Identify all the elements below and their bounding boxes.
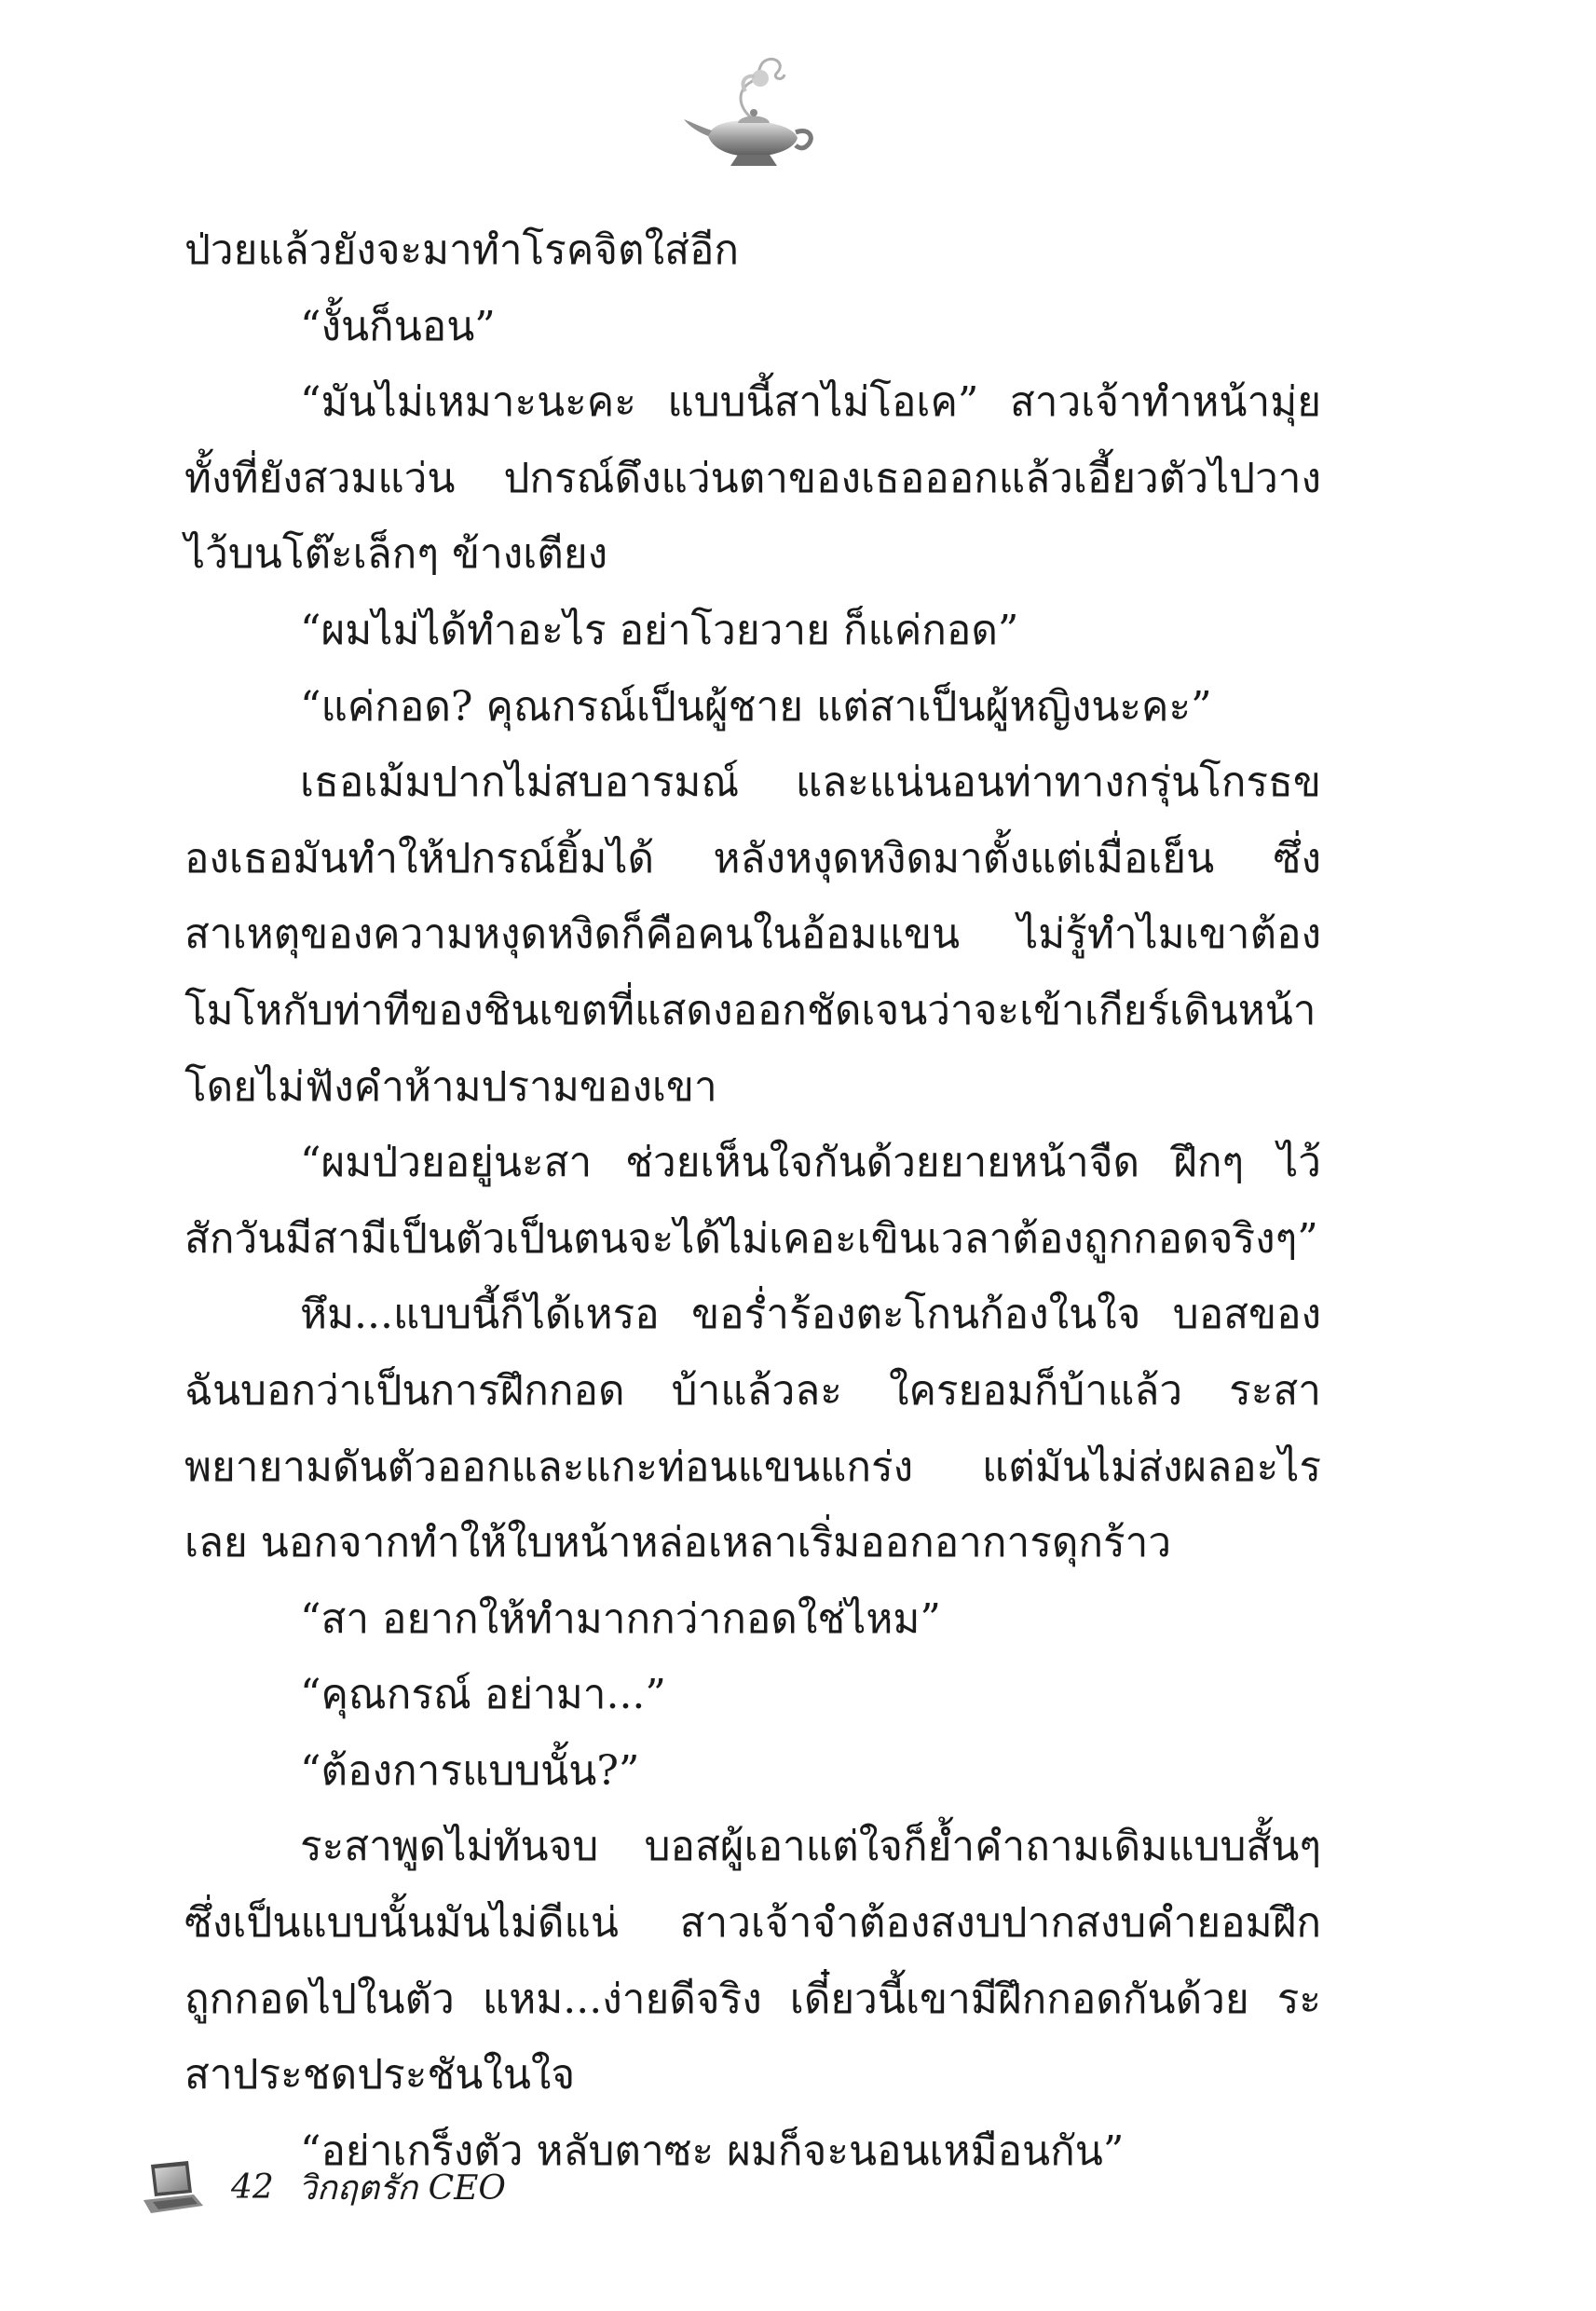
paragraph: เธอเม้มปากไม่สบอารมณ์ และแน่นอนท่าทางกรุ่นโกรธของเธอมันทำให้ปกรณ์ยิ้มได้ หลังหงุดหงิดมาตั้งแต่เมื่อเย็น ซึ่งสาเหตุของความหงุดหงิดก็คือคนในอ้อมแขน ไม่รู้ทำไมเขาต้องโมโหกับท่าทีของชินเขตที่แสดงออกชัดเจนว่าจะเข้าเกียร์เดินหน้าโดยไม่ฟังคำห้ามปรามของเขา (184, 759, 1321, 1111)
paragraph: “ต้องการแบบนั้น?” (300, 1746, 640, 1795)
page-footer (140, 2154, 506, 2220)
genie-lamp-icon (680, 54, 829, 175)
paragraph: “ผมไม่ได้ทำอะไร อย่าโวยวาย ก็แค่กอด” (300, 606, 1019, 654)
paragraph: ป่วยแล้วยังจะมาทำโรคจิตใส่อีก (184, 226, 740, 274)
paragraph: “สา อยากให้ทำมากกว่ากอดใช่ไหม” (300, 1594, 941, 1643)
paragraph: “แค่กอด? คุณกรณ์เป็นผู้ชาย แต่สาเป็นผู้หญิงนะคะ” (300, 682, 1212, 731)
paragraph: “งั้นก็นอน” (300, 302, 496, 350)
paragraph: “มันไม่เหมาะนะคะ แบบนี้สาไม่โอเค” สาวเจ้าทำหน้ามุ่ย ทั้งที่ยังสวมแว่น ปกรณ์ดึงแว่นตาของเธอออกแล้วเอี้ยวตัวไปวางไว้บนโต๊ะเล็กๆ ข้างเตียง (184, 378, 1321, 579)
paragraph: “อย่าเกร็งตัว หลับตาซะ ผมก็จะนอนเหมือนกัน” (300, 2126, 1125, 2175)
chapter-text (184, 212, 1321, 2189)
paragraph: “ผมป่วยอยู่นะสา ช่วยเห็นใจกันด้วยยายหน้าจืด ฝึกๆ ไว้ สักวันมีสามีเป็นตัวเป็นตนจะได้ไม่เคอะเขินเวลาต้องถูกกอดจริงๆ” (184, 1139, 1321, 1263)
paragraph: หึม...แบบนี้ก็ได้เหรอ ขอร่ำร้องตะโกนก้องในใจ บอสของฉันบอกว่าเป็นการฝึกกอด บ้าแล้วละ ใครยอมก็บ้าแล้ว ระสาพยายามดันตัวออกและแกะท่อนแขนแกร่ง แต่มันไม่ส่งผลอะไรเลย นอกจากทำให้ใบหน้าหล่อเหลาเริ่มออกอาการดุกร้าว (184, 1291, 1321, 1567)
laptop-icon (140, 2159, 205, 2215)
paragraph: “คุณกรณ์ อย่ามา...” (300, 1671, 666, 1719)
page-number: 42 (231, 2167, 274, 2207)
book-title: วิกฤตรัก CEO (297, 2168, 506, 2208)
paragraph: ระสาพูดไม่ทันจบ บอสผู้เอาแต่ใจก็ย้ำคำถามเดิมแบบสั้นๆ ซึ่งเป็นแบบนั้นมันไม่ดีแน่ สาวเจ้าจำต้องสงบปากสงบคำยอมฝึกถูกกอดไปในตัว แหม...ง่ายดีจริง เดี๋ยวนี้เขามีฝึกกอดกันด้วย ระสาประชดประชันในใจ (184, 1823, 1321, 2099)
